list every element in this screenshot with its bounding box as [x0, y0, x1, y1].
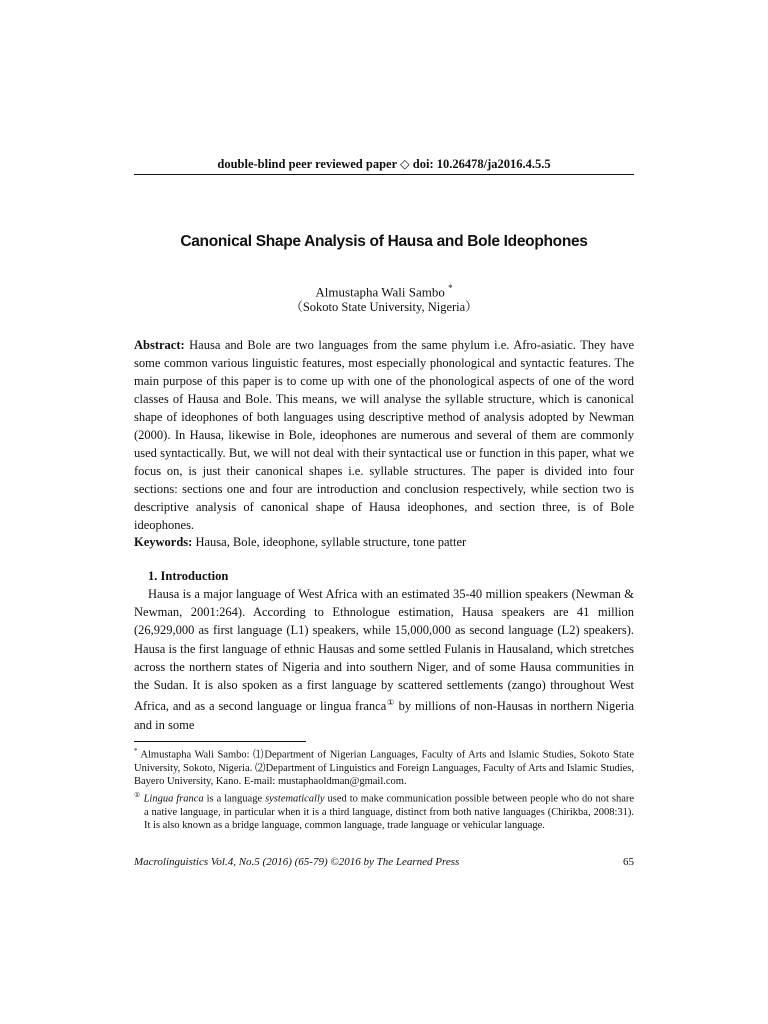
intro-text-after: by millions of non-Hausas in northern Nigeria and in some — [134, 699, 635, 732]
keywords-text: Hausa, Bole, ideophone, syllable structure, tone patter — [195, 535, 467, 549]
section-heading-introduction: 1. Introduction — [148, 569, 229, 583]
intro-text-before: Hausa is a major language of West Africa with an estimated 35-40 million speakers (Newman & Newman, 2001:264). According to Ethnologue estimation, Hausa speakers are 41 million (26,929,000 as first language (L1) speakers, while 15,000,000 as second language (L2) speakers). Hausa is the first language of ethnic Hausas and some settled Fulanis in Hausaland, which stretches across the northern states of Nigeria and into southern Niger, and of some Hausa communities in the Sudan. It is also spoken as a first language by scattered settlements (zango) throughout West Africa, and as a second language or lingua franca — [134, 587, 634, 714]
footnote-author-text: Almustapha Wali Sambo: ⑴Department of Nigerian Languages, Faculty of Arts and Islamic Studies, Sokoto State University, Sokoto, Nigeria. ⑵Department of Linguistics and Foreign Languages, Faculty of Arts and Islamic Studies, Bayero University, Kano. E-mail: mustaphaoldman@gmail.com. — [134, 749, 634, 787]
running-header: double-blind peer reviewed paper ◇ doi: 10.26478/ja2016.4.5.5 — [217, 157, 551, 171]
paper-title: Canonical Shape Analysis of Hausa and Bole Ideophones — [180, 233, 588, 250]
page-footer — [134, 855, 634, 869]
abstract-text: Hausa and Bole are two languages from the same phylum i.e. Afro-asiatic. They have some common various linguistic features, most especially phonological and syntactic features. The main purpose of this paper is to come up with one of the phonological aspects of one of the word classes of Hausa and Bole. This means, we will analyse the syllable structure, which is canonical shape of ideophones of both languages using descriptive method of analysis adopted by Newman (2000). In Hausa, likewise in Bole, ideophones are numerous and several of them are commonly used syntactically. But, we will not deal with their syntactical use or function in this paper, what we focus on, is just their canonical shapes i.e. syllable structures. The paper is divided into four sections: sections one and four are introduction and conclusion respectively, while section two is descriptive analysis of canonical shape of Hausa ideophones, and section three, is of Bole ideophones. — [134, 338, 634, 532]
footnote-term: Lingua franca — [143, 793, 204, 805]
footnote-author-marker: * — [134, 747, 138, 755]
footnote-text-a: is a language — [203, 793, 266, 805]
author-line — [134, 280, 634, 300]
abstract-label: Abstract: — [134, 338, 185, 352]
keywords — [134, 533, 634, 551]
footnote-emphasis: systematically — [265, 793, 325, 805]
intro-note-marker[interactable]: ① — [386, 698, 395, 708]
footnote-rule — [134, 741, 306, 742]
author-footnote-marker: * — [448, 283, 453, 293]
author-affiliation: （Sokoto State University, Nigeria） — [290, 300, 478, 314]
footnote-lingua-franca — [134, 789, 634, 832]
footnote-text-b: used to make communication possible between people who do not share a native language, in particular when it is a third language, distinct from both native languages (Chirikba, 2008:31). It is also known as a bridge language, common language, trade language or vehicular language. — [144, 793, 635, 832]
footnotes — [134, 745, 634, 833]
footnote-author — [134, 745, 634, 788]
page-number: 65 — [623, 856, 634, 868]
header-rule — [134, 174, 634, 175]
introduction-paragraph — [134, 585, 634, 734]
author-name: Almustapha Wali Sambo — [315, 284, 445, 300]
keywords-label: Keywords: — [134, 535, 193, 549]
footnote-lingua-franca-marker: ① — [134, 791, 141, 800]
journal-citation: Macrolinguistics Vol.4, No.5 (2016) (65-79) ©2016 by The Learned Press — [134, 856, 460, 868]
abstract — [134, 336, 634, 534]
